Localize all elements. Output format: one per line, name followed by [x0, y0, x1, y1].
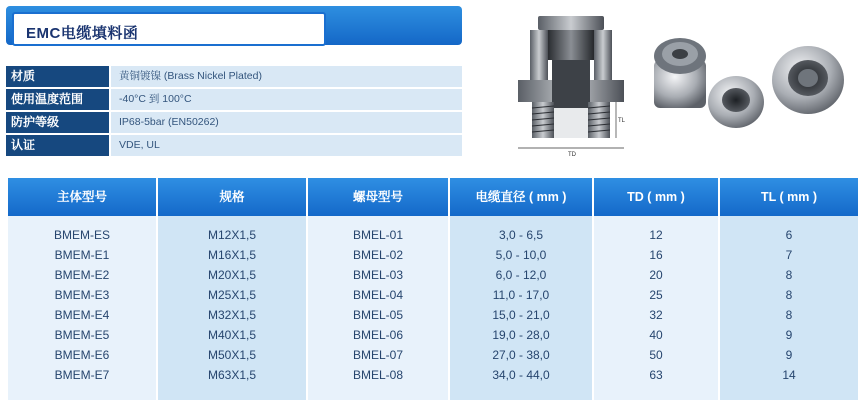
column-header-cable-diameter: 电缆直径 ( mm ): [450, 178, 592, 216]
cell-cable-diameter: 27,0 - 38,0: [492, 348, 550, 362]
cell-body-model: BMEM-E6: [54, 348, 110, 362]
spec-value: 黄铜镀镍 (Brass Nickel Plated): [111, 66, 462, 87]
column-header-nut-model: 螺母型号: [308, 178, 448, 216]
page-title: EMC电缆填料函: [26, 25, 139, 42]
cell-tl: 6: [785, 228, 793, 242]
cell-nut-model: BMEL-04: [352, 288, 404, 302]
cell-spec: M50X1,5: [207, 348, 257, 362]
cell-tl: 8: [785, 308, 793, 322]
table-header-row: [8, 178, 858, 216]
cell-nut-model: BMEL-05: [352, 308, 404, 322]
cell-td: 16: [649, 248, 663, 262]
cell-tl: 8: [785, 268, 793, 282]
cell-tl: 7: [785, 248, 793, 262]
cell-body-model: BMEM-E3: [54, 288, 110, 302]
spec-label: 防护等级: [6, 112, 109, 133]
cell-tl: 8: [785, 288, 793, 302]
spec-value: VDE, UL: [111, 135, 462, 156]
spec-label: 使用温度范围: [6, 89, 109, 110]
cell-tl: 9: [785, 348, 793, 362]
spec-row-temperature: [6, 89, 462, 110]
cell-spec: M16X1,5: [207, 248, 257, 262]
cell-td: 32: [649, 308, 663, 322]
column-header-body-model: 主体型号: [8, 178, 156, 216]
cell-tl: 14: [782, 368, 796, 382]
cell-cable-diameter: 19,0 - 28,0: [492, 328, 550, 342]
cell-spec: M20X1,5: [207, 268, 257, 282]
column-header-tl: TL ( mm ): [720, 178, 858, 216]
cell-nut-model: BMEL-07: [352, 348, 404, 362]
cell-body-model: BMEM-E2: [54, 268, 110, 282]
cell-spec: M63X1,5: [207, 368, 257, 382]
product-photo: [640, 20, 858, 140]
spec-value: IP68-5bar (EN50262): [111, 112, 462, 133]
cell-td: 12: [649, 228, 663, 242]
cell-tl: 9: [785, 328, 793, 342]
cell-spec: M25X1,5: [207, 288, 257, 302]
cell-body-model: BMEM-E7: [54, 368, 110, 382]
column-header-spec: 规格: [158, 178, 306, 216]
spec-row-material: [6, 66, 462, 87]
cell-nut-model: BMEL-01: [352, 228, 404, 242]
spec-label: 认证: [6, 135, 109, 156]
cell-body-model: BMEM-E5: [54, 328, 110, 342]
cell-body-model: BMEM-E4: [54, 308, 110, 322]
tl-dimension-label: TL: [618, 118, 626, 124]
cell-cable-diameter: 3,0 - 6,5: [498, 228, 544, 242]
spec-row-certification: [6, 135, 462, 156]
cell-nut-model: BMEL-08: [352, 368, 404, 382]
product-table: [8, 178, 858, 400]
cell-nut-model: BMEL-03: [352, 268, 404, 282]
cell-body-model: BMEM-ES: [53, 228, 110, 242]
cell-cable-diameter: 15,0 - 21,0: [492, 308, 550, 322]
spec-value: -40°C 到 100°C: [111, 89, 462, 110]
cell-cable-diameter: 6,0 - 12,0: [495, 268, 547, 282]
cell-cable-diameter: 11,0 - 17,0: [492, 288, 550, 302]
cell-cable-diameter: 5,0 - 10,0: [495, 248, 547, 262]
title-bar: [6, 6, 462, 45]
cell-nut-model: BMEL-02: [352, 248, 404, 262]
spec-label: 材质: [6, 66, 109, 87]
cell-spec: M12X1,5: [207, 228, 257, 242]
column-header-td: TD ( mm ): [594, 178, 718, 216]
cell-body-model: BMEM-E1: [54, 248, 110, 262]
cell-td: 25: [649, 288, 663, 302]
cross-section-drawing: [512, 8, 630, 158]
title-box: [12, 12, 326, 46]
cell-td: 63: [649, 368, 663, 382]
cell-spec: M40X1,5: [207, 328, 257, 342]
td-dimension-label: TD: [568, 152, 576, 158]
cell-td: 20: [649, 268, 663, 282]
cell-cable-diameter: 34,0 - 44,0: [492, 368, 550, 382]
cell-td: 50: [649, 348, 663, 362]
cell-nut-model: BMEL-06: [352, 328, 404, 342]
cell-td: 40: [649, 328, 663, 342]
spec-row-protection: [6, 112, 462, 133]
cell-spec: M32X1,5: [207, 308, 257, 322]
